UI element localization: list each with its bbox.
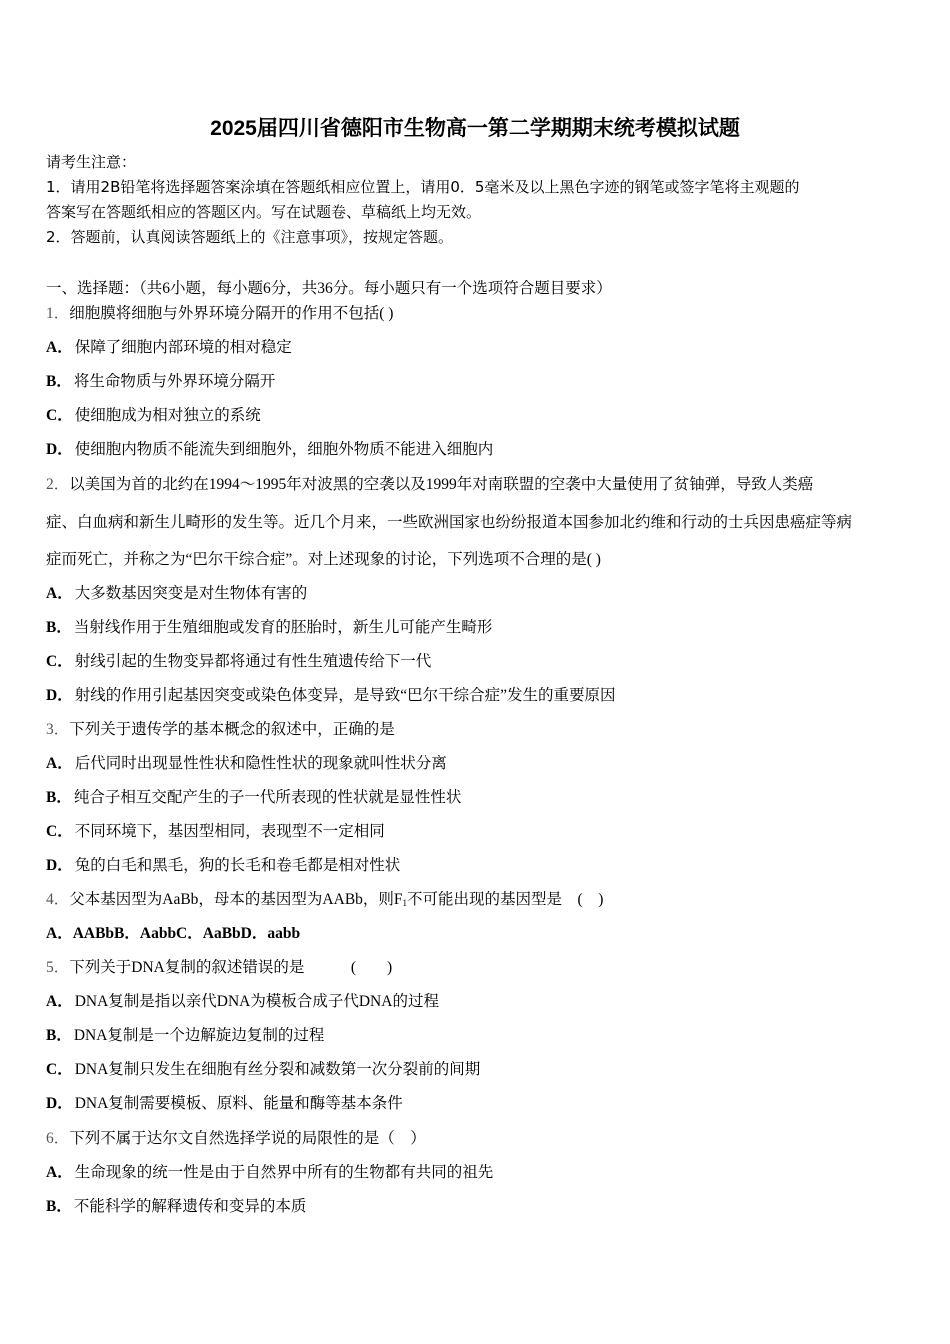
option-5a: [46, 989, 439, 1011]
option-label: C．: [46, 653, 73, 670]
question-3: [46, 717, 395, 739]
option-3d: [46, 853, 400, 875]
question-stem: 下列不属于达尔文自然选择学说的局限性的是（ ）: [69, 1130, 426, 1147]
option-text: DNA复制只发生在细胞有丝分裂和减数第一次分裂前的间期: [74, 1061, 481, 1078]
option-3c: [46, 819, 385, 841]
option-label: B．: [46, 373, 72, 390]
question-stem: 父本基因型为AaBb，母本的基因型为AABb，则F: [69, 891, 403, 908]
option-label: D．: [46, 687, 73, 704]
option-text: DNA复制是指以亲代DNA为模板合成子代DNA的过程: [74, 993, 439, 1010]
question-number: 5．: [46, 959, 70, 976]
question-stem-end: 不可能出现的基因型是 ( ): [407, 891, 604, 908]
question-number: 1．: [46, 305, 70, 322]
option-text: 当射线作用于生殖细胞或发育的胚胎时，新生儿可能产生畸形: [73, 619, 493, 636]
option-6b: [46, 1194, 306, 1216]
question-number: 4．: [46, 891, 70, 908]
option-1d: [46, 437, 493, 459]
option-text: 不同环境下，基因型相同，表现型不一定相同: [74, 823, 385, 840]
option-label: C．: [46, 407, 73, 424]
option-label: C．: [46, 1061, 73, 1078]
option-text: 纯合子相互交配产生的子一代所表现的性状就是显性性状: [73, 789, 462, 806]
option-label: B．: [46, 789, 72, 806]
page-title: 2025届四川省德阳市生物高一第二学期期末统考模拟试题: [210, 117, 740, 140]
option-text: 大多数基因突变是对生物体有害的: [74, 585, 308, 602]
question-stem: 下列关于遗传学的基本概念的叙述中，正确的是: [69, 721, 395, 738]
question-4: [46, 887, 603, 909]
option-6a: [46, 1160, 493, 1182]
question-stem: 以美国为首的北约在1994～1995年对波黑的空袭以及1999年对南联盟的空袭中大量使用了贫铀弹，导致人类癌: [69, 476, 814, 493]
option-text: 使细胞内物质不能流失到细胞外，细胞外物质不能进入细胞内: [74, 441, 494, 458]
subscript: 1: [402, 898, 408, 908]
option-text: 后代同时出现显性性状和隐性性状的现象就叫性状分离: [74, 755, 447, 772]
option-text: 射线的作用引起基因突变或染色体变异，是导致“巴尔干综合症”发生的重要原因: [74, 687, 616, 704]
option-label: A．: [46, 585, 73, 602]
option-2c: [46, 649, 431, 671]
option-text: 射线引起的生物变异都将通过有性生殖遗传给下一代: [74, 653, 432, 670]
option-label: A．: [46, 1164, 73, 1181]
question-1: [46, 301, 393, 323]
option-text: 不能科学的解释遗传和变异的本质: [73, 1198, 307, 1215]
question-6: [46, 1126, 426, 1148]
option-label: B．: [46, 1198, 72, 1215]
option-text: 使细胞成为相对独立的系统: [74, 407, 261, 424]
option-5d: [46, 1091, 403, 1113]
question-stem: 细胞膜将细胞与外界环境分隔开的作用不包括( ): [69, 305, 394, 322]
question-stem: 下列关于DNA复制的叙述错误的是 ( ): [69, 959, 393, 976]
option-1a: [46, 335, 292, 357]
option-2b: [46, 615, 492, 637]
option-3a: [46, 751, 447, 773]
question-number: 3．: [46, 721, 70, 738]
question-5: [46, 955, 392, 977]
option-label: D．: [46, 1095, 73, 1112]
options-4-inline: A．AABbB．AabbC．AaBbD．aabb: [46, 925, 301, 942]
option-1b: [46, 369, 275, 391]
option-label: B．: [46, 619, 72, 636]
option-label: C．: [46, 823, 73, 840]
option-1c: [46, 403, 261, 425]
notice-item-1a: 1．请用2B铅笔将选择题答案涂填在答题纸相应位置上，请用0．5毫米及以上黑色字迹的钢笔或签字笔将主观题的: [46, 178, 800, 196]
option-label: D．: [46, 857, 73, 874]
option-3b: [46, 785, 461, 807]
option-label: B．: [46, 1027, 72, 1044]
option-label: A．: [46, 755, 73, 772]
option-text: DNA复制需要模板、原料、能量和酶等基本条件: [74, 1095, 403, 1112]
option-2a: [46, 581, 307, 603]
notice-item-1b: 答案写在答题纸相应的答题区内。写在试题卷、草稿纸上均无效。: [46, 203, 482, 221]
question-number: 2．: [46, 476, 70, 493]
option-text: DNA复制是一个边解旋边复制的过程: [73, 1027, 325, 1044]
option-label: A．: [46, 339, 73, 356]
section-heading: 一、选择题：（共6小题，每小题6分，共36分。每小题只有一个选项符合题目要求）: [46, 280, 612, 297]
question-2-line-2: 症、白血病和新生儿畸形的发生等。近几个月来，一些欧洲国家也纷纷报道本国参加北约维和行动的士兵因患癌症等病: [46, 514, 853, 531]
question-number: 6．: [46, 1130, 70, 1147]
question-2-line-3: 症而死亡，并称之为“巴尔干综合症”。对上述现象的讨论，下列选项不合理的是( ): [46, 551, 601, 568]
option-label: D．: [46, 441, 73, 458]
option-text: 生命现象的统一性是由于自然界中所有的生物都有共同的祖先: [74, 1164, 494, 1181]
option-5c: [46, 1057, 480, 1079]
option-label: A．: [46, 993, 73, 1010]
option-text: 保障了细胞内部环境的相对稳定: [74, 339, 292, 356]
option-text: 将生命物质与外界环境分隔开: [73, 373, 276, 390]
option-text: 兔的白毛和黑毛，狗的长毛和卷毛都是相对性状: [74, 857, 401, 874]
notice-heading: 请考生注意：: [46, 153, 137, 171]
notice-item-2: 2．答题前，认真阅读答题纸上的《注意事项》，按规定答题。: [46, 228, 454, 246]
option-5b: [46, 1023, 324, 1045]
option-2d: [46, 683, 615, 705]
question-2: [46, 472, 813, 494]
